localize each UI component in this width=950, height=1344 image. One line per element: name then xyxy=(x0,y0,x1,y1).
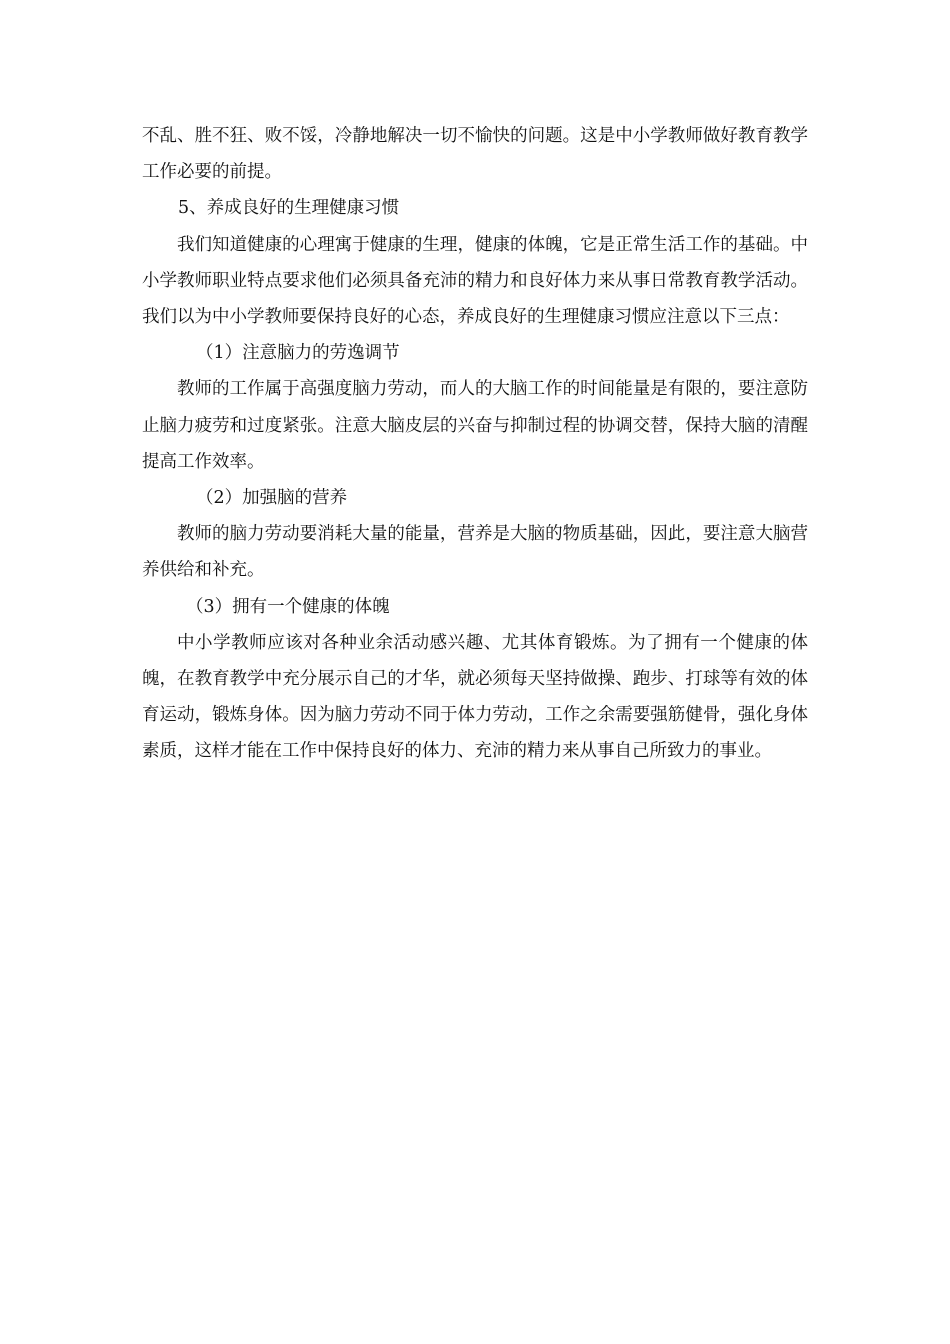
paragraph-2: 教师的脑力劳动要消耗大量的能量，营养是大脑的物质基础，因此，要注意大脑营养供给和补充。 xyxy=(142,524,808,581)
section-heading-5: 5、养成良好的生理健康习惯 xyxy=(178,198,400,219)
subheading-3: （3）拥有一个健康的体魄 xyxy=(186,596,390,617)
paragraph-intro: 我们知道健康的心理寓于健康的生理，健康的体魄，它是正常生活工作的基础。中小学教师职业特点要求他们必须具备充沛的精力和良好体力来从事日常教育教学活动。我们以为中小学教师要保持良好的心态，养成良好的生理健康习惯应注意以下三点： xyxy=(142,234,808,328)
paragraph-continuation: 不乱、胜不狂、败不馁，冷静地解决一切不愉快的问题。这是中小学教师做好教育教学工作必要的前提。 xyxy=(142,126,808,183)
subheading-1: （1）注意脑力的劳逸调节 xyxy=(196,343,400,364)
paragraph-3: 中小学教师应该对各种业余活动感兴趣、尤其体育锻炼。为了拥有一个健康的体魄，在教育教学中充分展示自己的才华，就必须每天坚持做操、跑步、打球等有效的体育运动，锻炼身体。因为脑力劳动不同于体力劳动，工作之余需要强筋健骨，强化身体素质，这样才能在工作中保持良好的体力、充沛的精力来从事自己所致力的事业。 xyxy=(142,632,808,762)
paragraph-1: 教师的工作属于高强度脑力劳动，而人的大脑工作的时间能量是有限的，要注意防止脑力疲劳和过度紧张。注意大脑皮层的兴奋与抑制过程的协调交替，保持大脑的清醒提高工作效率。 xyxy=(142,379,808,472)
subheading-2: （2）加强脑的营养 xyxy=(196,488,348,509)
document-body xyxy=(142,118,808,770)
